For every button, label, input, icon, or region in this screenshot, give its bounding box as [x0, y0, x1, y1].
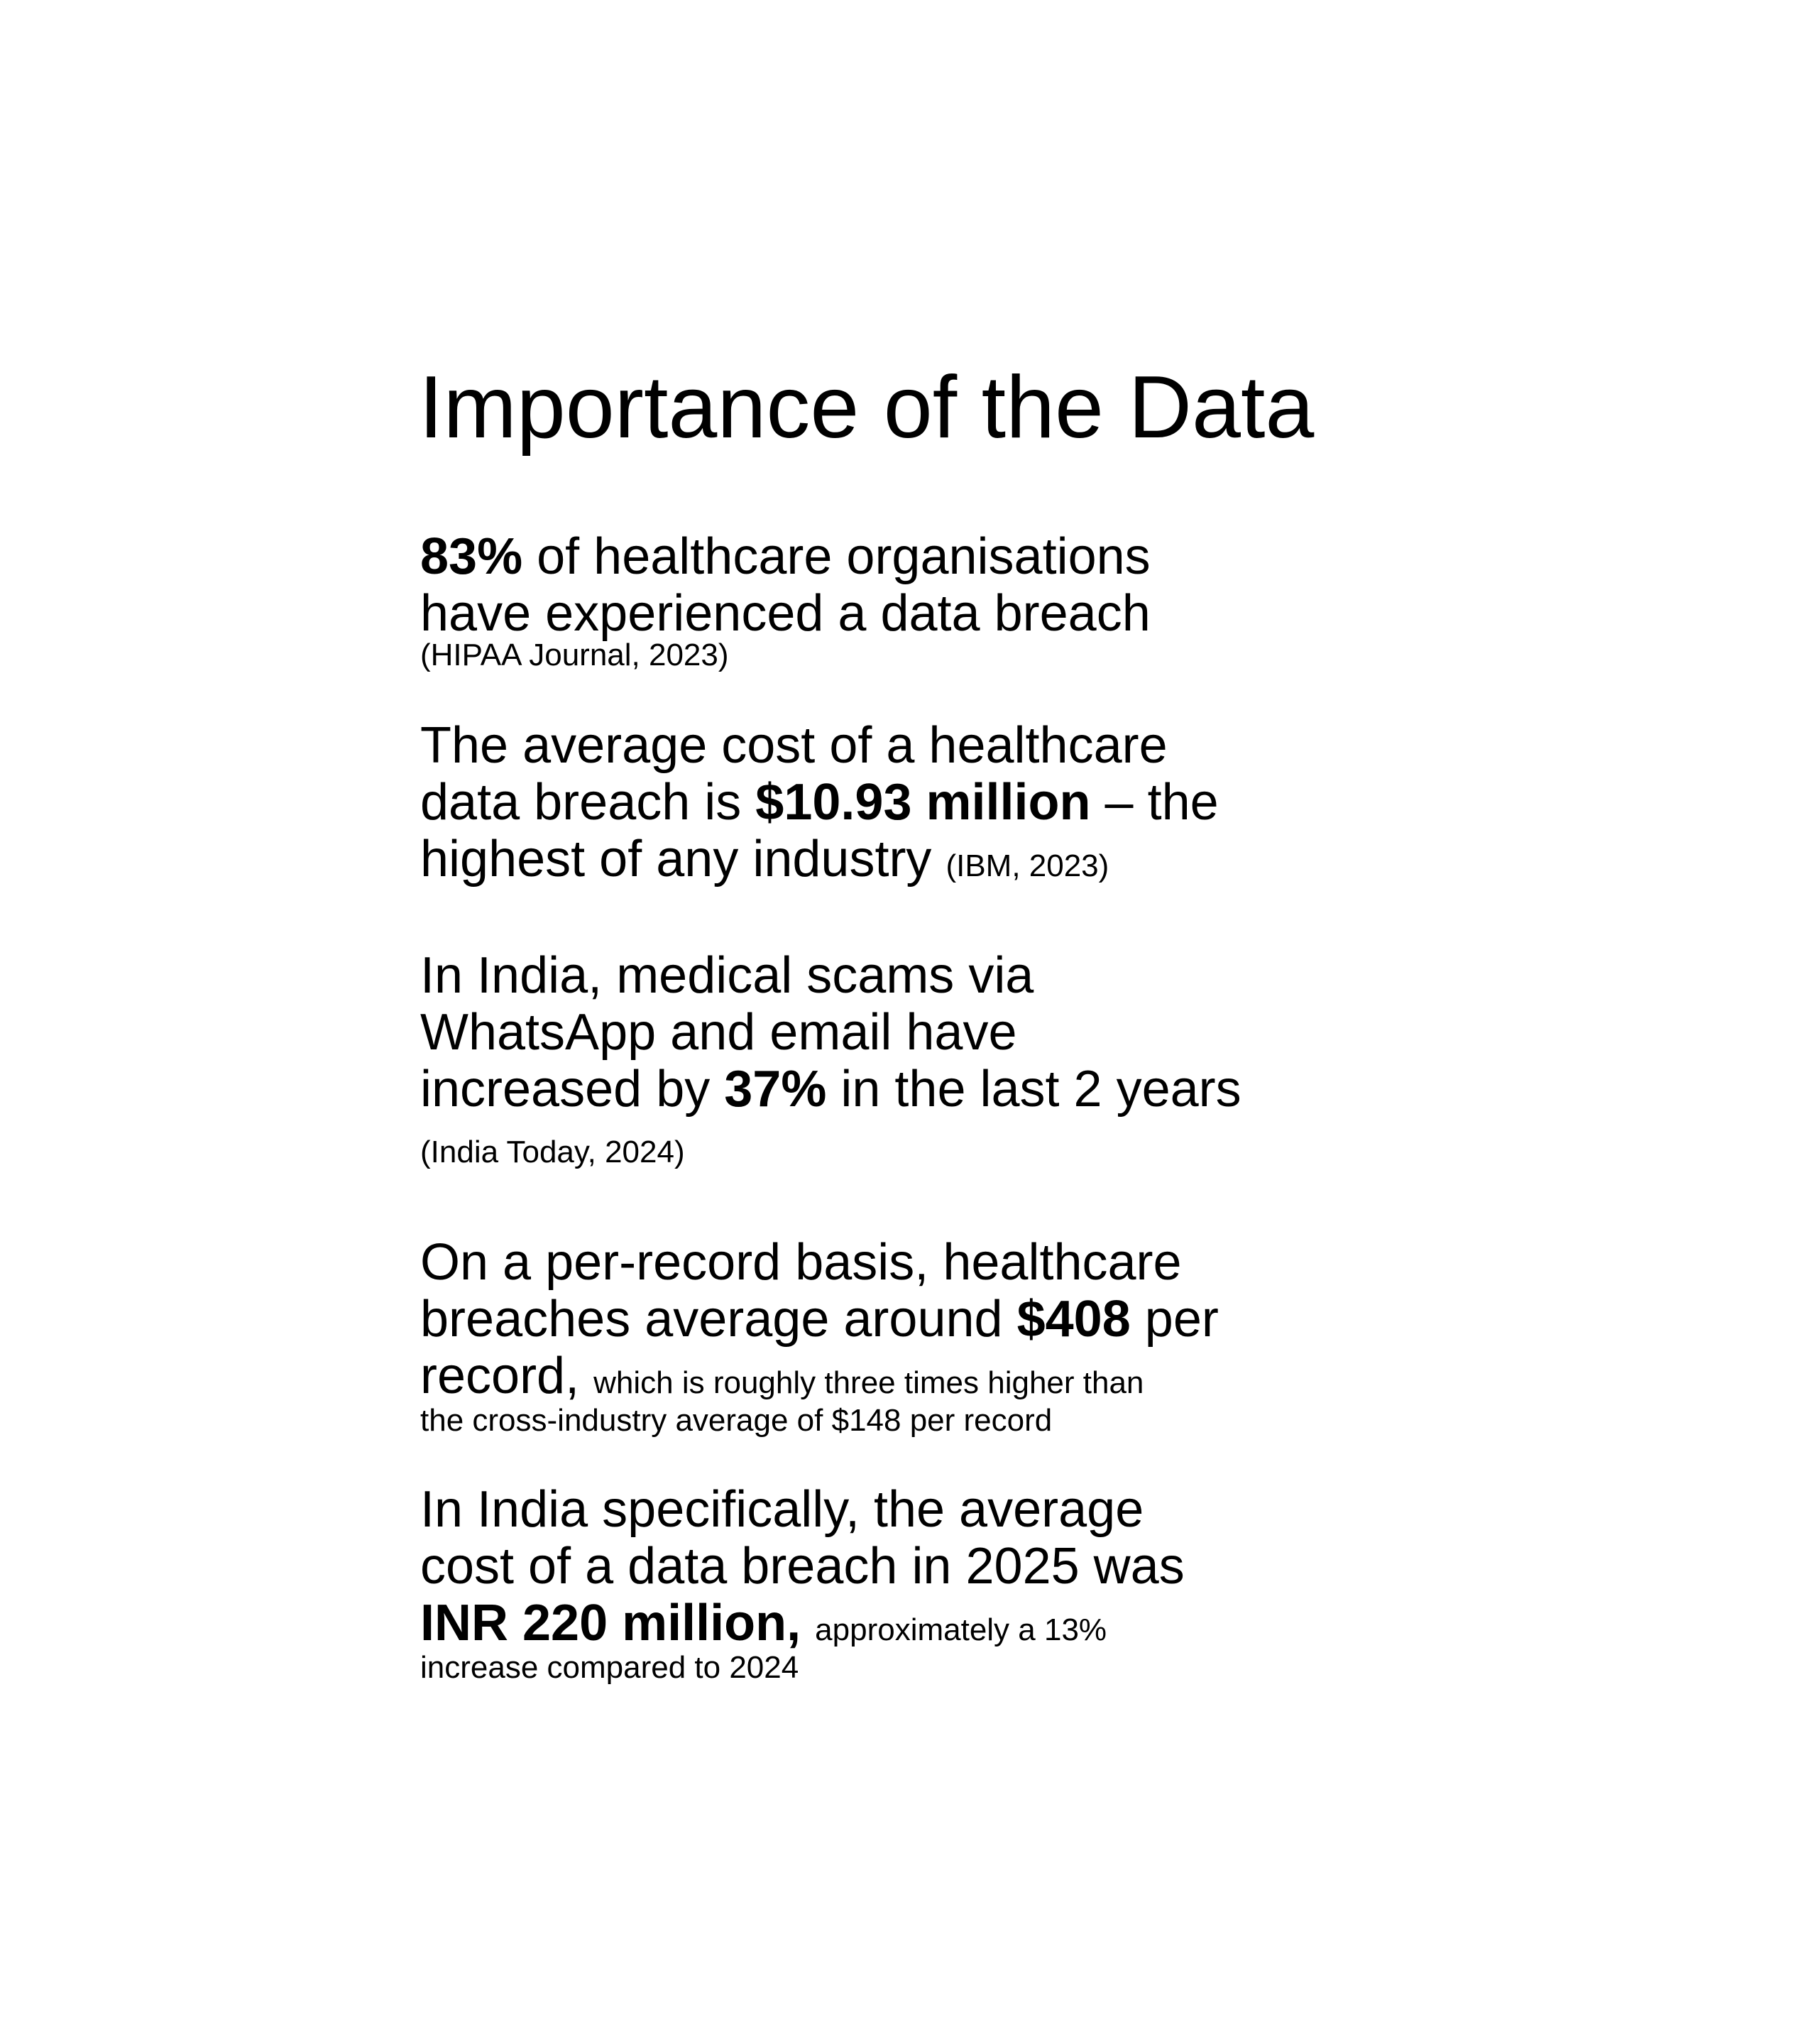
stat-highlight: INR 220 million, — [420, 1595, 801, 1651]
stat-text: have experienced a data breach — [420, 585, 1151, 642]
stat-text: In India specifically, the average — [420, 1481, 1144, 1538]
stat-note: increase compared to 2024 — [420, 1650, 799, 1685]
stat-line — [420, 1291, 1769, 1348]
stat-line — [420, 528, 1769, 585]
stat-block-healthcare-breaches — [420, 528, 1769, 675]
stat-text: increased by — [420, 1061, 725, 1118]
page-title: Importance of the Data — [419, 359, 1315, 457]
stat-text: data breach is — [420, 774, 756, 831]
stat-note: which is roughly three times higher than — [593, 1365, 1144, 1400]
stat-text: – the — [1090, 774, 1219, 831]
stat-text: WhatsApp and email have — [420, 1004, 1017, 1061]
stat-block-india-scams — [420, 947, 1769, 1172]
stat-block-india-cost — [420, 1481, 1769, 1687]
stat-text: On a per-record basis, healthcare — [420, 1234, 1182, 1291]
stat-highlight: $408 — [1016, 1291, 1131, 1348]
stat-source: (IBM, 2023) — [945, 848, 1109, 883]
stat-text: highest of any industry — [420, 831, 932, 888]
stat-line — [420, 1061, 1769, 1118]
stat-text: cost of a data breach in 2025 was — [420, 1538, 1185, 1595]
stat-highlight: 37% — [724, 1061, 827, 1118]
stat-note: the cross-industry average of $148 per record — [420, 1403, 1053, 1438]
stat-text: In India, medical scams via — [420, 947, 1034, 1004]
stat-text: of healthcare organisations — [522, 528, 1151, 585]
stat-source: (India Today, 2024) — [420, 1135, 685, 1169]
stat-text: in the last 2 years — [826, 1061, 1241, 1118]
stat-source: (HIPAA Journal, 2023) — [420, 638, 729, 672]
stat-text: breaches average around — [420, 1291, 1017, 1348]
stat-highlight: $10.93 million — [755, 774, 1091, 831]
stat-line — [420, 831, 1769, 895]
stat-note: approximately a 13% — [815, 1612, 1107, 1647]
stat-text: The average cost of a healthcare — [420, 717, 1168, 774]
stat-text: per — [1130, 1291, 1219, 1348]
stat-block-average-cost — [420, 717, 1769, 895]
stat-highlight: 83% — [420, 528, 523, 585]
stat-line — [420, 774, 1769, 831]
stat-text: record, — [420, 1348, 580, 1404]
stat-block-per-record — [420, 1234, 1769, 1440]
